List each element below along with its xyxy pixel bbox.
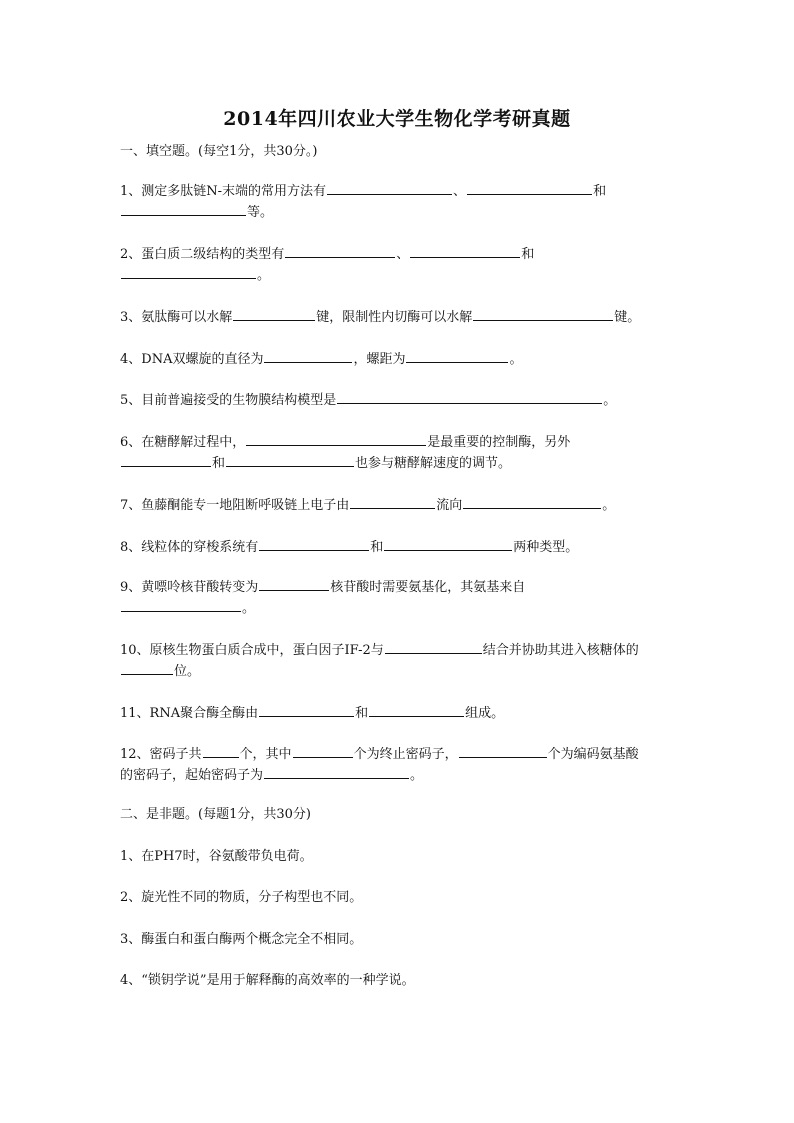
question-9-line-2: 。: [120, 598, 680, 618]
answer-blank: [121, 202, 246, 216]
section-1-heading: 一、填空题。(每空1分，共30分。): [120, 144, 318, 159]
answer-blank: [327, 181, 452, 195]
answer-blank: [459, 744, 547, 758]
question-6-line-2: 和 也参与糖酵解速度的调节。: [120, 453, 680, 473]
answer-blank: [463, 495, 601, 509]
answer-blank: [121, 265, 256, 279]
question-6-line-1: 6、在糖酵解过程中， 是最重要的控制酶，另外: [120, 432, 680, 452]
answer-blank: [259, 537, 369, 551]
answer-blank: [369, 703, 464, 717]
answer-blank: [385, 640, 482, 654]
answer-blank: [350, 495, 435, 509]
answer-blank: [467, 181, 592, 195]
true-false-item-2: 2、旋光性不同的物质，分子构型也不同。: [120, 890, 363, 905]
question-12-line-1: 12、密码子共 个，其中 个为终止密码子， 个为编码氨基酸: [120, 744, 680, 764]
answer-blank: [264, 349, 352, 363]
answer-blank: [203, 744, 239, 758]
answer-blank: [473, 307, 613, 321]
answer-blank: [259, 577, 329, 591]
answer-blank: [226, 453, 354, 467]
answer-blank: [233, 307, 315, 321]
answer-blank: [121, 453, 211, 467]
answer-blank: [337, 390, 602, 404]
true-false-item-3: 3、酶蛋白和蛋白酶两个概念完全不相同。: [120, 932, 363, 947]
question-9-line-1: 9、黄嘌呤核苷酸转变为 核苷酸时需要氨基化，其氨基来自: [120, 577, 680, 597]
question-2-line-1: 2、蛋白质二级结构的类型有 、 和: [120, 244, 680, 264]
question-2-line-2: 。: [120, 265, 680, 285]
answer-blank: [406, 349, 508, 363]
answer-blank: [259, 703, 354, 717]
question-12-line-2: 的密码子，起始密码子为 。: [120, 765, 680, 785]
section-2-heading: 二、是非题。(每题1分，共30分): [120, 807, 311, 822]
answer-blank: [285, 244, 395, 258]
answer-blank: [410, 244, 520, 258]
question-1-line-1: 1、测定多肽链N-末端的常用方法有 、 和: [120, 181, 680, 201]
answer-blank: [264, 765, 409, 779]
question-10-line-1: 10、原核生物蛋白质合成中，蛋白因子IF-2与 结合并协助其进入核糖体的: [120, 640, 680, 660]
answer-blank: [293, 744, 353, 758]
question-5: 5、目前普遍接受的生物膜结构模型是 。: [120, 390, 680, 410]
question-7: 7、鱼藤酮能专一地阻断呼吸链上电子由 流向 。: [120, 495, 680, 515]
question-3: 3、氨肽酶可以水解 键，限制性内切酶可以水解 键。: [120, 307, 680, 327]
answer-blank: [121, 661, 173, 675]
answer-blank: [384, 537, 512, 551]
question-1-line-2: 等。: [120, 202, 680, 222]
question-11: 11、RNA聚合酶全酶由 和 组成。: [120, 703, 680, 723]
page-title: 2014年四川农业大学生物化学考研真题: [223, 108, 571, 130]
answer-blank: [121, 598, 241, 612]
answer-blank: [246, 432, 426, 446]
question-4: 4、DNA双螺旋的直径为 ，螺距为 。: [120, 349, 680, 369]
question-10-line-2: 位。: [120, 661, 680, 681]
true-false-item-1: 1、在PH7时，谷氨酸带负电荷。: [120, 849, 313, 864]
true-false-item-4: 4、“锁钥学说”是用于解释酶的高效率的一种学说。: [120, 973, 415, 988]
question-8: 8、线粒体的穿梭系统有 和 两种类型。: [120, 537, 680, 557]
